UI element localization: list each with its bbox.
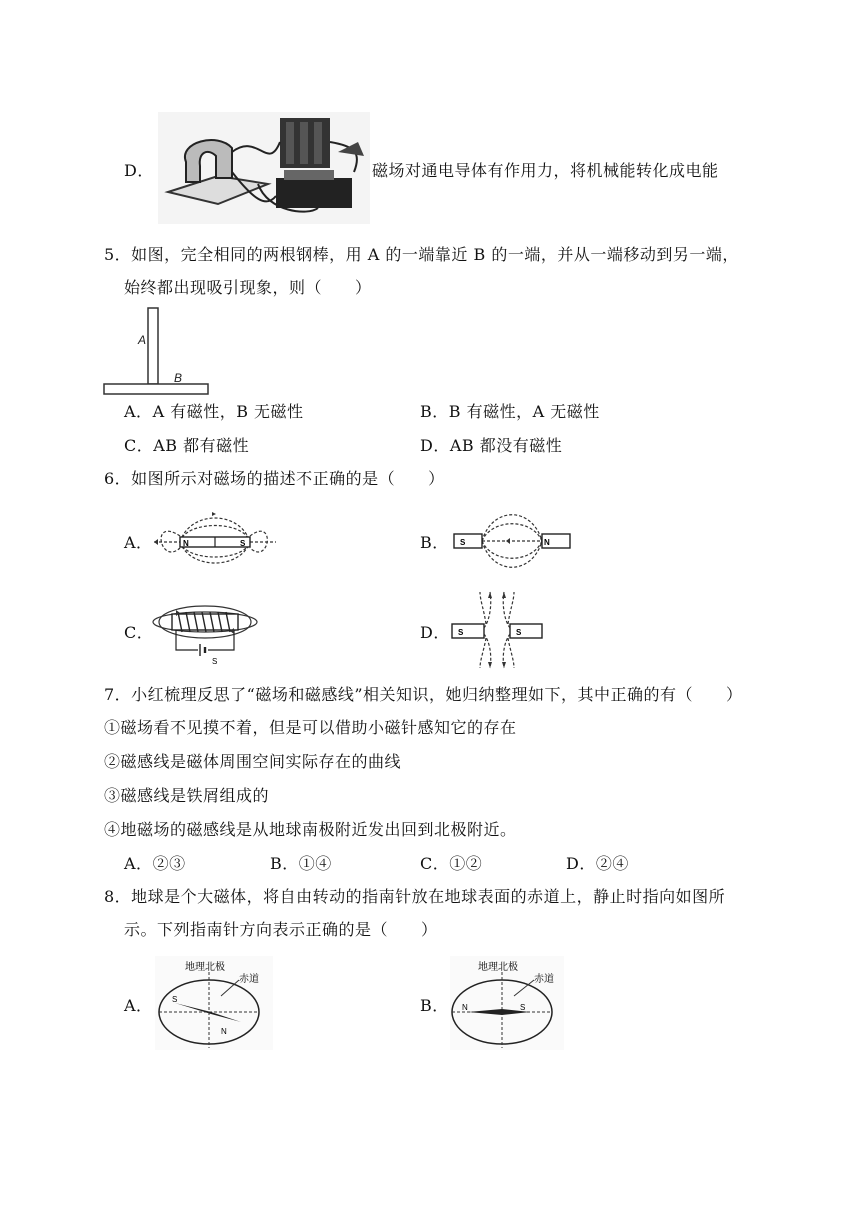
- option-label: A．: [124, 854, 153, 873]
- needle-s-label: S: [520, 1003, 526, 1012]
- pole-s-label: S: [212, 657, 218, 666]
- option-text: A 有磁性，B 无磁性: [152, 402, 304, 421]
- q5-stem-line2: 始终都出现吸引现象，则（ ）: [124, 278, 372, 297]
- needle-s-label: S: [172, 995, 178, 1004]
- q6-stem: 6．如图所示对磁场的描述不正确的是（ ）: [104, 469, 445, 488]
- q6-option-c-label[interactable]: C．: [124, 623, 154, 642]
- like-poles-field-figure: [450, 590, 544, 670]
- pole-s-label: S: [516, 628, 522, 637]
- solenoid-field-figure: [150, 596, 260, 668]
- needle-n-label: N: [462, 1003, 468, 1012]
- bar-b-label: B: [174, 371, 183, 385]
- q8-option-a-label[interactable]: A．: [124, 996, 153, 1015]
- option-text: ①②: [449, 854, 483, 873]
- option-text: ②④: [595, 854, 629, 873]
- q6-option-a-label[interactable]: A．: [124, 533, 153, 552]
- north-pole-label: 地理北极: [478, 962, 518, 973]
- q7-statement-3: ③磁感线是铁屑组成的: [104, 786, 270, 805]
- q7-option-a[interactable]: [124, 853, 186, 875]
- option-label: A．: [124, 402, 153, 421]
- q4-option-d-label: D．: [124, 161, 154, 180]
- q7-statement-2: ②磁感线是磁体周围空间实际存在的曲线: [104, 752, 402, 771]
- q8-option-b-label[interactable]: B．: [420, 996, 449, 1015]
- q5-option-b[interactable]: [420, 401, 600, 423]
- option-label: D．: [420, 436, 450, 455]
- option-text: ②③: [152, 854, 186, 873]
- option-label: C．: [420, 854, 450, 873]
- option-text: B 有磁性，A 无磁性: [448, 402, 600, 421]
- q7-option-b[interactable]: [270, 853, 332, 875]
- bar-a-label: A: [138, 333, 147, 347]
- q7-option-c[interactable]: [420, 853, 482, 875]
- option-text: ①④: [298, 854, 332, 873]
- globe-compass-figure-b: [450, 956, 564, 1050]
- pole-n-label: N: [544, 538, 550, 547]
- q5-option-d[interactable]: [420, 435, 562, 457]
- q6-option-d-label[interactable]: D．: [420, 623, 450, 642]
- pole-s-label: S: [240, 539, 246, 548]
- q8-stem-line1: 8．地球是个大磁体，将自由转动的指南针放在地球表面的赤道上，静止时指向如图所: [104, 887, 726, 906]
- q7-statement-4: ④地磁场的磁感线是从地球南极附近发出回到北极附近。: [104, 820, 517, 839]
- pole-n-label: N: [183, 539, 189, 548]
- steel-bars-figure: [100, 302, 212, 398]
- equator-label: 赤道: [239, 974, 259, 985]
- q6-option-b-label[interactable]: B．: [420, 533, 449, 552]
- q5-option-a[interactable]: [124, 401, 304, 423]
- motor-apparatus-image: [158, 112, 370, 224]
- globe-compass-figure-a: [155, 956, 273, 1050]
- option-label: C．: [124, 436, 154, 455]
- pole-s-label: S: [460, 538, 466, 547]
- pole-s-label: S: [458, 628, 464, 637]
- option-label: B．: [420, 402, 449, 421]
- q7-stem: 7．小红梳理反思了“磁场和磁感线”相关知识，她归纳整理如下，其中正确的有（ ）: [104, 685, 743, 704]
- north-pole-label: 地理北极: [185, 962, 225, 973]
- q7-option-d[interactable]: [566, 853, 629, 875]
- option-text: AB 都没有磁性: [449, 436, 563, 455]
- unlike-poles-field-figure: [452, 504, 572, 578]
- q8-stem-line2: 示。下列指南针方向表示正确的是（ ）: [124, 920, 438, 939]
- option-text: AB 都有磁性: [153, 436, 250, 455]
- option-label: B．: [270, 854, 299, 873]
- needle-n-label: N: [221, 1027, 227, 1036]
- q5-stem-line1: 5．如图，完全相同的两根钢棒，用 A 的一端靠近 B 的一端，并从一端移动到另一端，: [104, 245, 739, 264]
- equator-label: 赤道: [534, 974, 554, 985]
- q7-statement-1: ①磁场看不见摸不着，但是可以借助小磁针感知它的存在: [104, 718, 517, 737]
- q5-option-c[interactable]: [124, 435, 249, 457]
- q4-option-d-text: 磁场对通电导体有作用力，将机械能转化成电能: [372, 161, 719, 180]
- option-label: D．: [566, 854, 596, 873]
- bar-magnet-field-figure: [150, 506, 280, 578]
